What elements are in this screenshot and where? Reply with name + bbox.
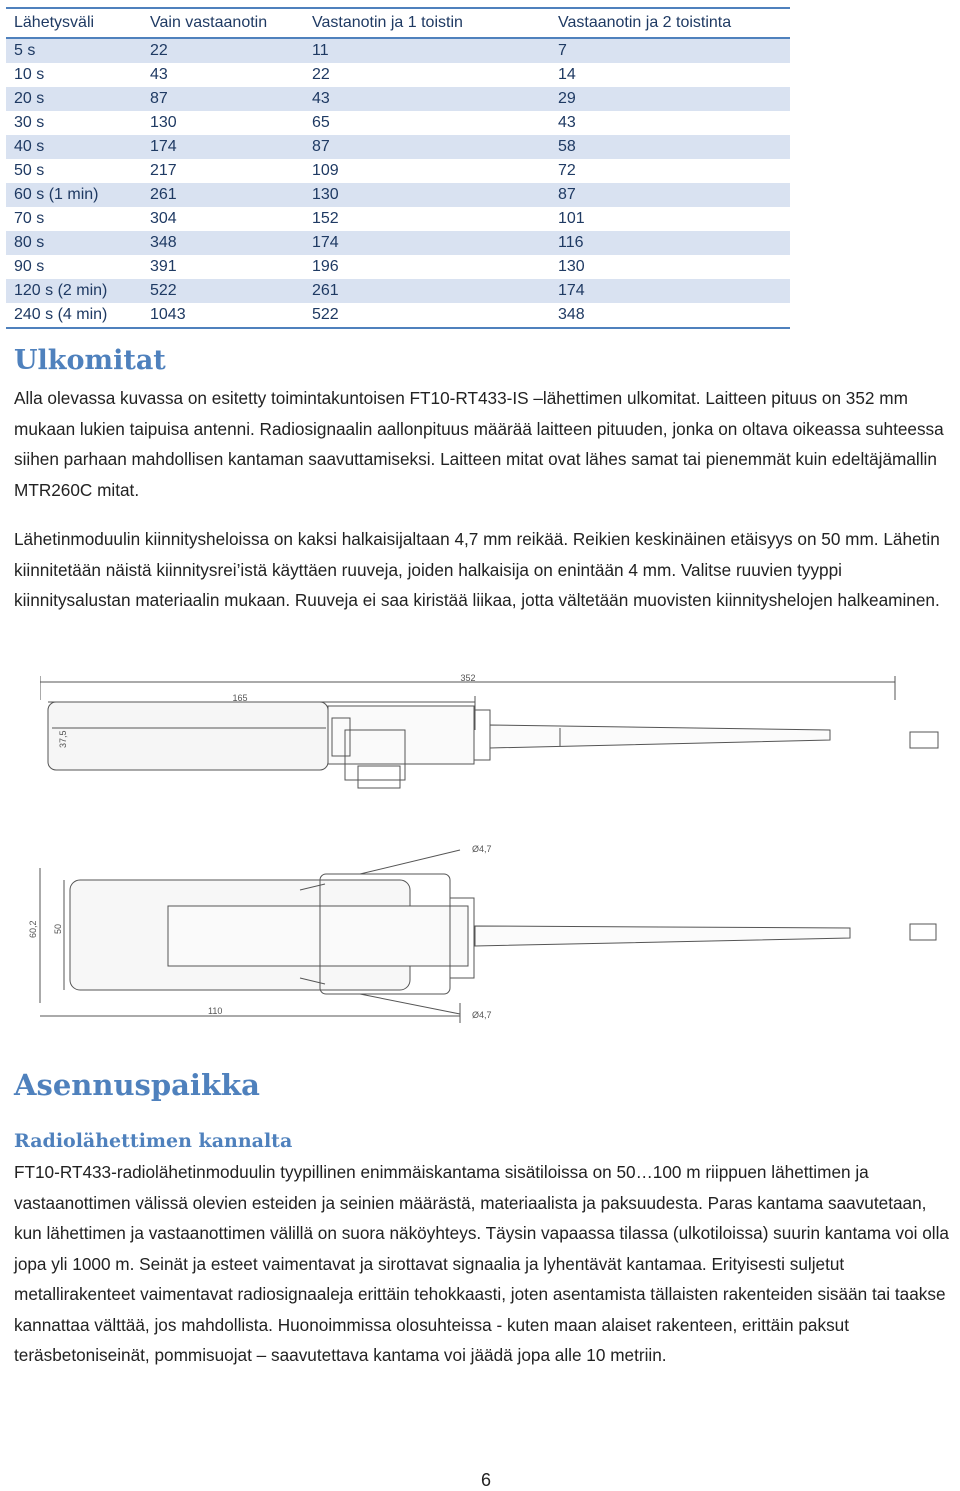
dim-height-label: 37,5 xyxy=(58,730,68,748)
table-row xyxy=(6,255,790,279)
dim-50-label: 50 xyxy=(53,923,63,934)
table-cell: 87 xyxy=(304,135,550,159)
table-cell: 522 xyxy=(142,279,304,303)
table-cell: 14 xyxy=(558,66,576,83)
table-cell: 50 s xyxy=(14,162,45,179)
table-cell: 304 xyxy=(150,210,177,227)
table-cell: 29 xyxy=(550,87,790,111)
table-cell: 60 s (1 min) xyxy=(6,183,142,207)
table-cell: 261 xyxy=(304,279,550,303)
table-row xyxy=(6,303,790,328)
side-view-drawing xyxy=(40,670,940,820)
section-title-ulkomitat: Ulkomitat xyxy=(14,345,166,376)
table-cell: 196 xyxy=(312,258,339,275)
table-cell: 10 s xyxy=(14,66,45,83)
table-cell: 391 xyxy=(150,258,177,275)
table-cell: 152 xyxy=(312,210,339,227)
table-cell: 101 xyxy=(558,210,585,227)
dim-110-label: 110 xyxy=(208,1006,223,1016)
col-header: Vastaanotin ja 2 toistinta xyxy=(550,8,790,38)
dim-hole-top-label: Ø4,7 xyxy=(472,844,492,854)
table-cell: 87 xyxy=(142,87,304,111)
table-cell: 65 xyxy=(312,114,330,131)
table-cell: 43 xyxy=(558,114,576,131)
table-cell: 240 s (4 min) xyxy=(6,303,142,328)
table-cell: 130 xyxy=(304,183,550,207)
dim-602-label: 60,2 xyxy=(28,920,38,938)
table-row xyxy=(6,135,790,159)
table-cell: 522 xyxy=(304,303,550,328)
table-cell: 43 xyxy=(304,87,550,111)
table-cell: 72 xyxy=(558,162,576,179)
table-cell: 217 xyxy=(150,162,177,179)
table-cell: 70 s xyxy=(14,210,45,227)
table-cell: 109 xyxy=(312,162,339,179)
table-cell: 1043 xyxy=(142,303,304,328)
paragraph-range: FT10-RT433-radiolähetinmoduulin tyypillinen enimmäiskantama sisätiloissa on 50…100 m riippuen lähettimen ja vastaanottimen välissä olevien esteiden ja seinien määrästä, materiaalista ja paksuudesta. Paras kantama saavutetaan, kun lähettimen ja vastaanottimen välillä on suora näköyhteys. Täysin vapaassa tilassa (ulkotiloissa) suurin kantama voi olla jopa yli 1000 m. Seinät ja esteet vaimentavat ja sirottavat signaalia ja lyhentävät kantamaa. Erityisesti suljetut metallirakenteet vaimentavat radiosignaaleja erittäin tehokkaasti, joten asentamista tällaisten rakenteiden sisään tai taakse kannattaa välttää, jos mahdollista. Huonoimmissa olosuhteissa - kuten maan alaiset rakenteen, erittäin paksut teräsbetoniseinät, pommisuojat – saavutettava kantama voi jäädä jopa alle 10 metriin. xyxy=(14,1162,949,1365)
col-header: Vain vastaanotin xyxy=(142,8,304,38)
section-title-asennuspaikka: Asennuspaikka xyxy=(14,1068,260,1102)
page-number: 6 xyxy=(480,1470,491,1490)
table-cell: 130 xyxy=(558,258,585,275)
subsection-title-radio: Radiolähettimen kannalta xyxy=(14,1130,293,1152)
table-row xyxy=(6,207,790,231)
table-cell: 22 xyxy=(312,66,330,83)
table-cell: 40 s xyxy=(6,135,142,159)
col-header: Lähetysväli xyxy=(6,8,142,38)
dim-hole-bottom-label: Ø4,7 xyxy=(472,1010,492,1020)
table-cell: 5 s xyxy=(6,38,142,63)
table-cell: 80 s xyxy=(6,231,142,255)
table-cell: 130 xyxy=(150,114,177,131)
table-cell: 174 xyxy=(142,135,304,159)
dim-165-label: 165 xyxy=(232,693,248,703)
table-row xyxy=(6,159,790,183)
col-header: Vastanotin ja 1 toistin xyxy=(304,8,550,38)
table-header-row xyxy=(6,8,790,38)
table-cell: 174 xyxy=(304,231,550,255)
table-cell: 7 xyxy=(550,38,790,63)
table-cell: 87 xyxy=(550,183,790,207)
table-cell: 348 xyxy=(142,231,304,255)
table-row xyxy=(6,279,790,303)
top-view-drawing xyxy=(20,838,940,1028)
table-row xyxy=(6,87,790,111)
table-cell: 116 xyxy=(550,231,790,255)
table-row xyxy=(6,183,790,207)
table-row xyxy=(6,231,790,255)
table-cell: 348 xyxy=(550,303,790,328)
paragraph-dimensions: Alla olevassa kuvassa on esitetty toimintakuntoisen FT10-RT433-IS –lähettimen ulkomitat. Laitteen pituus on 352 mm mukaan lukien taipuisa antenni. Radiosignaalin aallonpituus määrää laitteen pituuden, jonka on oltava oikeassa suhteessa siihen parhaan mahdollisen kantaman saavuttamiseksi. Laitteen mitat ovat lähes samat tai pienemmät kuin edeltäjämallin MTR260C mitat. xyxy=(14,388,944,500)
table-cell: 120 s (2 min) xyxy=(6,279,142,303)
table-cell: 58 xyxy=(550,135,790,159)
table-cell: 174 xyxy=(550,279,790,303)
paragraph-mounting: Lähetinmoduulin kiinnitysheloissa on kaksi halkaisijaltaan 4,7 mm reikää. Reikien keskinäinen etäisyys on 50 mm. Lähetin kiinnitetään näistä kiinnitysrei’istä käyttäen ruuveja, joiden halkaisija on enintään 4 mm. Valitse ruuvien tyyppi kiinnitysalustan materiaalin mukaan. Ruuveja ei saa kiristää liikaa, jotta vältetään muovisten kiinnityshelojen halkeaminen. xyxy=(14,529,940,610)
table-cell: 22 xyxy=(142,38,304,63)
table-cell: 11 xyxy=(304,38,550,63)
table-cell: 261 xyxy=(142,183,304,207)
table-cell: 20 s xyxy=(6,87,142,111)
transmission-interval-table xyxy=(6,7,790,329)
table-cell: 90 s xyxy=(14,258,45,275)
table-cell: 43 xyxy=(150,66,168,83)
dim-352-label: 352 xyxy=(460,673,476,683)
table-row xyxy=(6,63,790,87)
table-row xyxy=(6,111,790,135)
table-row xyxy=(6,38,790,63)
table-cell: 30 s xyxy=(14,114,45,131)
